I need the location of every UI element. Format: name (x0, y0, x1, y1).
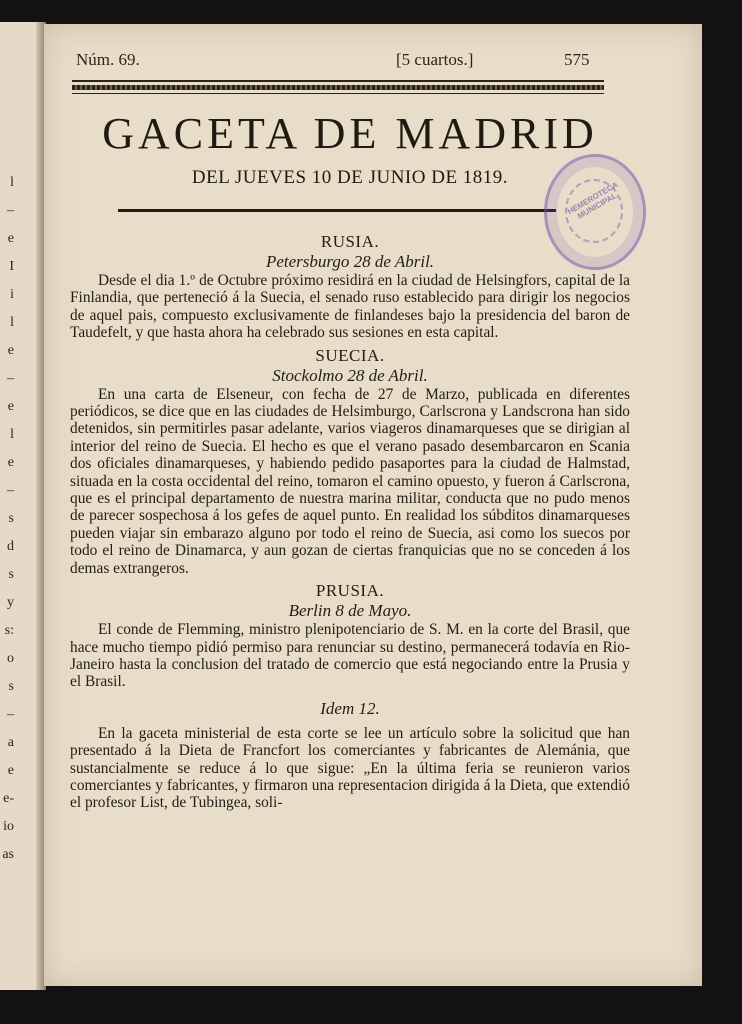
section-heading: RUSIA. (320, 232, 380, 251)
left-page-fragment: e (7, 763, 14, 778)
left-page-fragment: y (7, 595, 14, 610)
left-page-fragment: i (10, 287, 14, 302)
article-column (70, 232, 630, 816)
section (70, 699, 630, 816)
section (70, 581, 630, 695)
section (70, 346, 630, 581)
left-page-fragment: – (7, 483, 14, 498)
page-number: 575 (564, 50, 590, 69)
masthead-rule (118, 209, 556, 212)
header-rule-top (72, 80, 604, 82)
price: [5 cuartos.] (396, 50, 474, 69)
left-page-fragment: s (8, 567, 14, 582)
article-paragraph: Desde el dia 1.º de Octubre próximo residirá en la ciudad de Helsingfors, capital de la Finlandia, que perteneció á la Suecia, el senado ruso establecido para dirigir los negocios de aquel pais, compuesto exclusivamente de finlandeses bajo la presidencia del baron de Taudefelt, y que hasta ahora ha celebrado sus sesiones en esta capital. (70, 272, 630, 342)
left-page-fragment: io (3, 819, 14, 834)
left-page-fragment: e (7, 455, 14, 470)
left-page-fragment: d (7, 539, 14, 554)
left-page-fragment: e (7, 343, 14, 358)
left-page-fragment: – (7, 707, 14, 722)
left-page-fragment: s (8, 511, 14, 526)
left-page-fragment: e- (3, 791, 14, 806)
left-page-fragment: a (7, 735, 14, 750)
header-rule-ornament (72, 85, 604, 90)
sections (70, 232, 630, 816)
left-page-fragment: o (7, 651, 14, 666)
article-paragraph: En una carta de Elseneur, con fecha de 27 de Marzo, publicada en diferentes periódicos, se dice que en las ciudades de Helsimburgo, Carlscrona y Landscrona han sido detenidos, sin permitirles pasar adelante, varios viageros dinamarqueses que se dirigian al interior del reino de Suecia. El hecho es que el verano pasado desembarcaron en Scania dos oficiales dinamarqueses, y habiendo pedido pasaportes para la ciudad de Halmstad, situada en la costa occidental del reino, tomaron el camino opuesto, y fueron á Carlscrona, que es el principal departamento de nuestra marina militar, conducta que no pudo menos de parecer sospechosa á los gefes de aquel punto. En realidad los súbditos dinamarqueses pueden viajar sin embarazo alguno por todo el reino de Suecia, asi como los suecos por todo el reino de Dinamarca, y aun gozan de ciertas franquicias que no se conceden á los demas extrangeros. (70, 385, 630, 577)
left-page-fragment: s: (4, 623, 14, 638)
left-page-fragment: l (10, 315, 14, 330)
article-paragraph: En la gaceta ministerial de esta corte se lee un artículo sobre la solicitud que han presentado á la Dieta de Francfort los comerciantes y fabricantes de Alemánia, que sustancialmente se reduce á lo que sigue: „En la última feria se reunieron varios comerciantes y fabricantes, y firmaron una representacion dirigida á la Dieta, que extendió el profesor List, de Tubingea, soli- (70, 724, 630, 812)
left-page-edge (0, 22, 46, 990)
masthead-title: GACETA DE MADRID (102, 109, 598, 158)
section (70, 232, 630, 346)
left-page-fragment: l (10, 427, 14, 442)
left-page-fragment: – (7, 203, 14, 218)
header-rule-bottom (72, 93, 604, 94)
left-page-fragment: s (8, 679, 14, 694)
section-dateline: Petersburgo 28 de Abril. (265, 252, 435, 271)
issue-number: Núm. 69. (76, 50, 140, 69)
left-page-fragment: I (9, 259, 14, 274)
section-dateline: Stockolmo 28 de Abril. (272, 365, 428, 385)
section-gap (70, 691, 630, 695)
left-page-fragment: l (10, 175, 14, 190)
section-heading: SUECIA. (315, 345, 385, 365)
section-gap (70, 812, 630, 816)
masthead-date: DEL JUEVES 10 DE JUNIO DE 1819. (191, 167, 509, 188)
newspaper-page (44, 24, 702, 986)
left-page-fragment: as (2, 847, 14, 862)
article-paragraph: El conde de Flemming, ministro plenipotenciario de S. M. en la corte del Brasil, que hace mucho tiempo pidió permiso para renunciar su destino, permanecerá todavía en Rio-Janeiro hasta la conclusion del tratado de comercio que está negociando entre la Prusia y el Brasil. (70, 621, 630, 691)
left-page-fragment: e (7, 231, 14, 246)
section-dateline: Berlin 8 de Mayo. (288, 601, 412, 621)
left-page-fragment: e (7, 399, 14, 414)
section-heading: PRUSIA. (315, 581, 385, 601)
stamp-text: HEMEROTECA MUNICIPAL (565, 179, 620, 221)
page-gutter (36, 22, 44, 990)
left-page-fragment: – (7, 371, 14, 386)
section-dateline: Idem 12. (320, 698, 380, 718)
